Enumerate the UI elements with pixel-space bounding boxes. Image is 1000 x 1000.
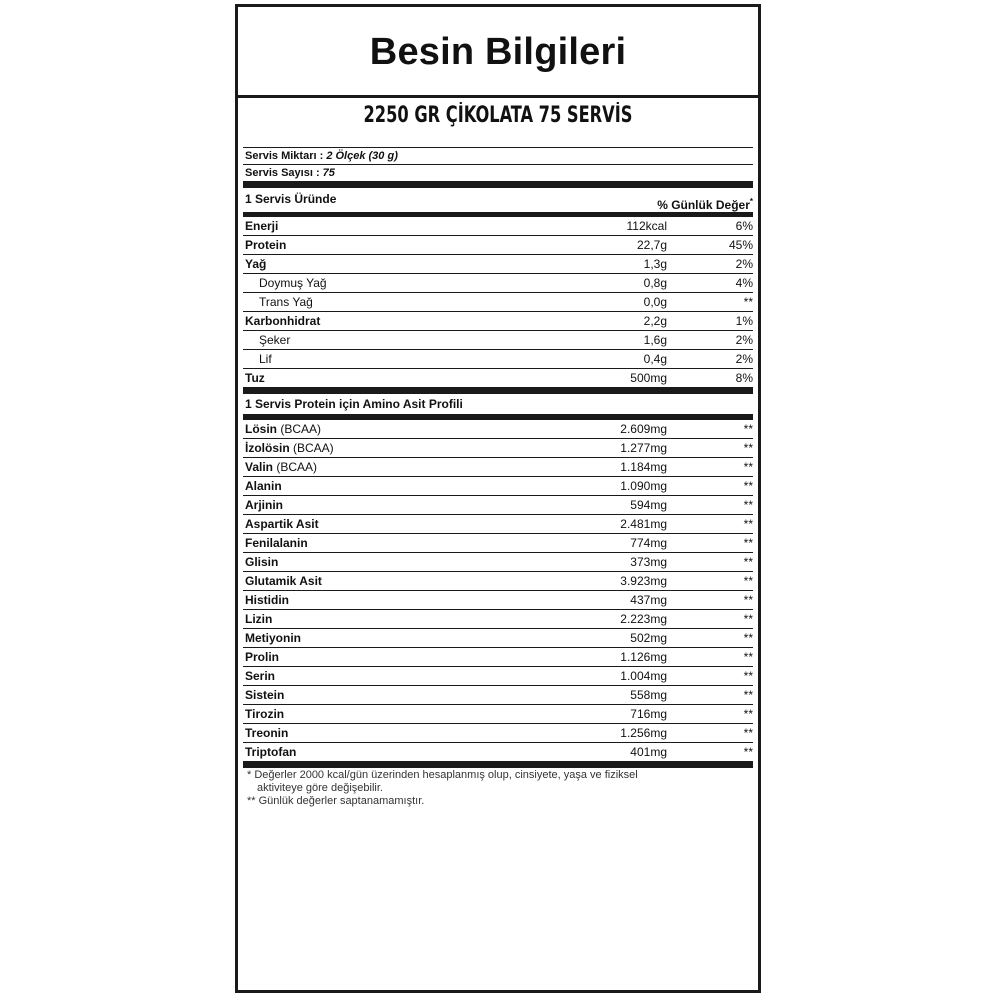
daily-value: 6% bbox=[735, 219, 753, 233]
nutrient-row bbox=[243, 274, 753, 293]
nutrient-row bbox=[243, 369, 753, 388]
amino-amount: 437mg bbox=[630, 593, 667, 607]
daily-value: ** bbox=[743, 555, 753, 569]
daily-value: ** bbox=[743, 422, 753, 436]
daily-value: ** bbox=[743, 295, 753, 309]
daily-value: ** bbox=[743, 593, 753, 607]
amino-amount: 3.923mg bbox=[620, 574, 667, 588]
daily-value: 2% bbox=[735, 333, 753, 347]
nutrient-row bbox=[243, 217, 753, 236]
amino-row bbox=[243, 705, 753, 724]
amino-section-title: 1 Servis Protein için Amino Asit Profili bbox=[245, 397, 463, 411]
nutrient-amount: 0,0g bbox=[643, 295, 667, 309]
nutrient-amount: 112kcal bbox=[626, 219, 667, 233]
amino-amount: 1.184mg bbox=[620, 460, 667, 474]
amino-row bbox=[243, 458, 753, 477]
daily-value: ** bbox=[743, 536, 753, 550]
amino-name: Prolin bbox=[245, 650, 280, 664]
daily-value: ** bbox=[743, 479, 753, 493]
nutrient-name: Lif bbox=[259, 352, 272, 366]
amino-amount: 558mg bbox=[630, 688, 667, 702]
nutrient-amount: 500mg bbox=[630, 371, 667, 385]
amino-row bbox=[243, 610, 753, 629]
daily-value: 2% bbox=[735, 352, 753, 366]
amino-name: Alanin bbox=[245, 479, 282, 493]
amino-name: Serin bbox=[245, 669, 276, 683]
amino-row bbox=[243, 477, 753, 496]
amino-row bbox=[243, 515, 753, 534]
amino-amount: 502mg bbox=[630, 631, 667, 645]
footnote-daily-basis: * Değerler 2000 kcal/gün üzerinden hesaplanmış olup, cinsiyete, yaşa ve fiziksel bbox=[247, 769, 638, 781]
amino-amount: 594mg bbox=[630, 498, 667, 512]
amino-amount: 1.277mg bbox=[620, 441, 667, 455]
nutrient-amount: 0,4g bbox=[643, 352, 667, 366]
nutrient-name: Doymuş Yağ bbox=[259, 276, 327, 290]
nutrient-name: Karbonhidrat bbox=[245, 314, 321, 328]
daily-value: 2% bbox=[735, 257, 753, 271]
daily-value: 4% bbox=[735, 276, 753, 290]
nutrient-name: Yağ bbox=[245, 257, 267, 271]
footnotes bbox=[247, 769, 747, 808]
daily-value: 1% bbox=[735, 314, 753, 328]
amino-amount: 2.223mg bbox=[620, 612, 667, 626]
daily-value: ** bbox=[743, 460, 753, 474]
amino-row bbox=[243, 724, 753, 743]
nutrient-name: Enerji bbox=[245, 219, 279, 233]
amino-amount: 1.256mg bbox=[620, 726, 667, 740]
amino-row bbox=[243, 496, 753, 515]
amino-name: Aspartik Asit bbox=[245, 517, 319, 531]
daily-value: ** bbox=[743, 669, 753, 683]
amino-row bbox=[243, 534, 753, 553]
daily-value: ** bbox=[743, 441, 753, 455]
amino-amount: 716mg bbox=[630, 707, 667, 721]
daily-value: ** bbox=[743, 707, 753, 721]
nutrient-row bbox=[243, 350, 753, 369]
amino-amount: 401mg bbox=[630, 745, 667, 759]
amino-name: Triptofan bbox=[245, 745, 297, 759]
daily-value: 45% bbox=[728, 238, 753, 252]
amino-amount: 774mg bbox=[630, 536, 667, 550]
serving-size-row: Servis Miktarı : 2 Ölçek (30 g) bbox=[243, 147, 753, 165]
amino-amount: 1.004mg bbox=[620, 669, 667, 683]
nutrient-name: Protein bbox=[245, 238, 287, 252]
amino-amount: 2.481mg bbox=[620, 517, 667, 531]
nutrient-name: Şeker bbox=[259, 333, 291, 347]
amino-name: Valin (BCAA) bbox=[245, 460, 318, 474]
nutrient-amount: 1,6g bbox=[643, 333, 667, 347]
amino-name: Lösin (BCAA) bbox=[245, 422, 322, 436]
amino-amount: 1.126mg bbox=[620, 650, 667, 664]
daily-value: ** bbox=[743, 688, 753, 702]
footnote-daily-basis-cont: aktiviteye göre değişebilir. bbox=[257, 782, 383, 794]
nutrient-row bbox=[243, 236, 753, 255]
amino-row bbox=[243, 420, 753, 439]
amino-name: Arjinin bbox=[245, 498, 283, 512]
nutrient-amount: 0,8g bbox=[643, 276, 667, 290]
nutrient-row bbox=[243, 312, 753, 331]
table-header bbox=[243, 188, 753, 213]
footnote-undetermined: ** Günlük değerler saptanamamıştır. bbox=[247, 795, 425, 807]
amino-row bbox=[243, 572, 753, 591]
amino-name: Treonin bbox=[245, 726, 289, 740]
daily-value: ** bbox=[743, 612, 753, 626]
daily-value: ** bbox=[743, 498, 753, 512]
amino-name: Fenilalanin bbox=[245, 536, 308, 550]
amino-amount: 1.090mg bbox=[620, 479, 667, 493]
amino-row bbox=[243, 667, 753, 686]
section-divider bbox=[243, 762, 753, 768]
product-subtitle: 2250 GR ÇİKOLATA 75 SERVİS bbox=[363, 103, 633, 128]
nutrition-content bbox=[243, 147, 753, 768]
amino-row bbox=[243, 591, 753, 610]
amino-row bbox=[243, 553, 753, 572]
daily-value: ** bbox=[743, 517, 753, 531]
amino-name: Histidin bbox=[245, 593, 289, 607]
daily-value: ** bbox=[743, 574, 753, 588]
nutrient-row bbox=[243, 331, 753, 350]
amino-name: Sistein bbox=[245, 688, 285, 702]
nutrient-name: Tuz bbox=[245, 371, 265, 385]
amino-name: Glisin bbox=[245, 555, 279, 569]
nutrient-row bbox=[243, 293, 753, 312]
nutrient-amount: 2,2g bbox=[643, 314, 667, 328]
daily-value: ** bbox=[743, 726, 753, 740]
daily-value: ** bbox=[743, 650, 753, 664]
nutrition-label bbox=[235, 4, 761, 993]
amino-name: Metiyonin bbox=[245, 631, 301, 645]
amino-row bbox=[243, 648, 753, 667]
daily-value: 8% bbox=[735, 371, 753, 385]
amino-row bbox=[243, 629, 753, 648]
title-divider bbox=[238, 95, 758, 98]
amino-row bbox=[243, 743, 753, 762]
amino-table bbox=[243, 420, 753, 762]
amino-amount: 373mg bbox=[630, 555, 667, 569]
amino-name: Tirozin bbox=[245, 707, 285, 721]
per-serving-header: 1 Servis Üründe bbox=[245, 192, 337, 206]
nutrient-row bbox=[243, 255, 753, 274]
amino-amount: 2.609mg bbox=[620, 422, 667, 436]
label-title: Besin Bilgileri bbox=[369, 31, 627, 73]
amino-name: İzolösin (BCAA) bbox=[245, 441, 334, 455]
nutrient-amount: 1,3g bbox=[643, 257, 667, 271]
nutrient-amount: 22,7g bbox=[636, 238, 667, 252]
daily-value: ** bbox=[743, 745, 753, 759]
amino-row bbox=[243, 686, 753, 705]
daily-value: ** bbox=[743, 631, 753, 645]
amino-row bbox=[243, 439, 753, 458]
daily-value-header: % Günlük Değer* bbox=[657, 197, 753, 212]
nutrient-name: Trans Yağ bbox=[259, 295, 313, 309]
amino-name: Glutamik Asit bbox=[245, 574, 322, 588]
amino-name: Lizin bbox=[245, 612, 273, 626]
serving-count-row: Servis Sayısı : 75 bbox=[243, 165, 753, 182]
nutrient-table bbox=[243, 217, 753, 388]
